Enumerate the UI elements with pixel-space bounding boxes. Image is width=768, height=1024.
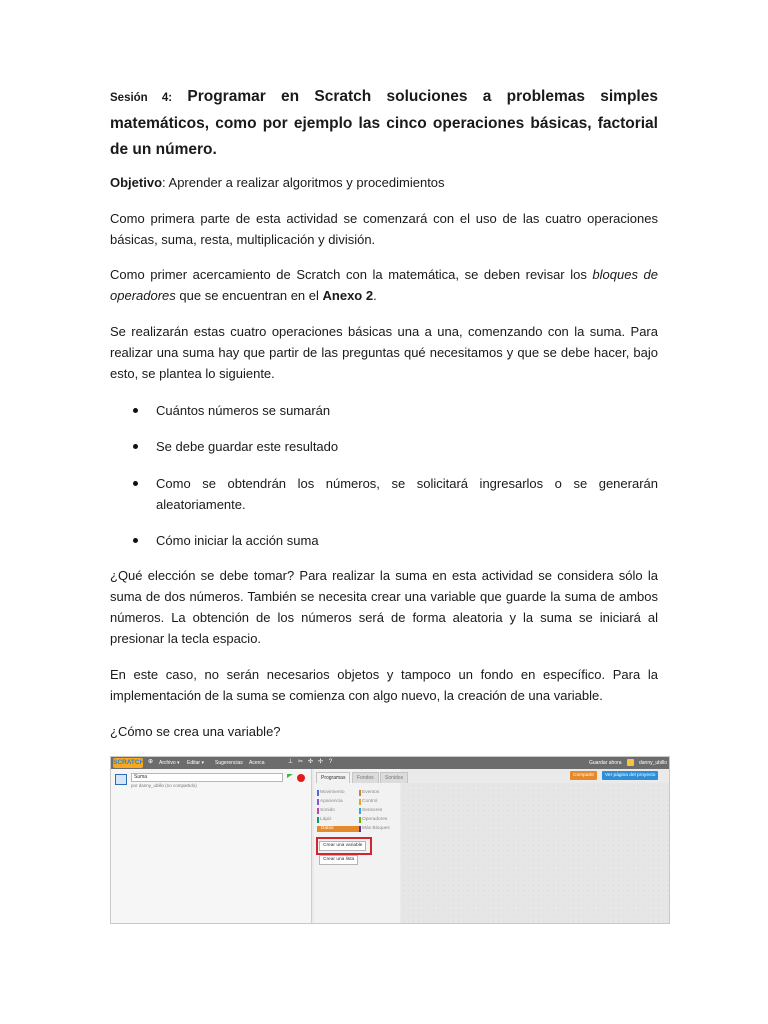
tab-fondos[interactable]: Fondos [352, 772, 379, 783]
operator-blocks-term: bloques de operadores [110, 267, 658, 303]
create-variable-button[interactable]: Crear una variable [319, 841, 366, 851]
paragraph-4: ¿Qué elección se debe tomar? Para realizar la suma en esta actividad se considera sólo la suma de dos números. También se necesita crear una variable que guarde la suma de ambos números. La obtención de los números será de forma aleatoria y la suma se iniciará al presionar la tecla espacio. [110, 568, 658, 646]
folder-icon[interactable] [627, 759, 634, 766]
category-color-swatch [359, 790, 361, 796]
category-color-swatch [317, 799, 319, 805]
annex-reference: Anexo 2 [322, 288, 374, 303]
objective-label: Objetivo [110, 175, 163, 190]
category-color-swatch [359, 799, 361, 805]
category-color-swatch [359, 808, 361, 814]
bullet-icon [133, 538, 138, 543]
objective-line [110, 172, 658, 193]
list-item: Se debe guardar este resultado [136, 436, 658, 457]
scratch-editor-screenshot [110, 756, 670, 924]
category-mas-bloques[interactable]: Más Bloques [359, 826, 390, 832]
paragraph-6: ¿Cómo se crea una variable? [110, 724, 281, 739]
share-button[interactable]: Compartir [570, 771, 597, 780]
menu-acerca[interactable]: Acerca [249, 760, 265, 766]
scissors-icon[interactable]: ✂ [297, 759, 304, 765]
paragraph-3: Se realizarán estas cuatro operaciones básicas una a una, comenzando con la suma. Para realizar una suma hay que partir de las preguntas qué necesitamos y que se debe hacer, bajo esto, se plantea lo siguiente. [110, 324, 658, 381]
shrink-icon[interactable]: ✢ [317, 759, 324, 765]
category-lapiz[interactable]: Lápiz [317, 817, 331, 823]
list-item: Cómo iniciar la acción suma [136, 530, 658, 551]
paragraph-2-part-a: Como primer acercamiento de Scratch con la matemática, se deben revisar los [110, 267, 593, 282]
paragraph-2 [110, 264, 658, 306]
variable-button-highlight [316, 837, 372, 855]
category-color-swatch [317, 790, 319, 796]
paragraph-5: En este caso, no serán necesarios objetos y tampoco un fondo en específico. Para la implementación de la suma se comienza con algo nuevo, la creación de una variable. [110, 667, 658, 703]
scratch-logo: SCRATCH [113, 759, 145, 766]
scripts-area[interactable] [401, 783, 669, 923]
menu-editar[interactable]: Editar ▾ [187, 760, 204, 766]
fullscreen-icon[interactable] [115, 774, 127, 785]
list-item: Como se obtendrán los números, se solicitará ingresarlos o se generarán aleatoriamente. [136, 473, 658, 515]
save-now-link[interactable]: Guardar ahora [589, 760, 622, 766]
session-number: Sesión 4: [110, 92, 173, 104]
create-list-button[interactable]: Crear una lista [319, 855, 358, 865]
project-owner: por danny_ubillo (no compartido) [131, 783, 197, 788]
paragraph-1: Como primera parte de esta actividad se comenzará con el uso de las cuatro operaciones básicas, suma, resta, multiplicación y división. [110, 211, 658, 247]
bullet-icon [133, 444, 138, 449]
category-color-swatch [359, 826, 361, 832]
bullet-icon [133, 408, 138, 413]
project-title-input[interactable]: Suma [131, 773, 283, 782]
paragraph-2-part-c: que se encuentran en el [175, 288, 323, 303]
bullet-icon [133, 481, 138, 486]
globe-icon: ⊕ [147, 759, 154, 765]
category-color-swatch [359, 817, 361, 823]
category-eventos[interactable]: Eventos [359, 790, 379, 796]
category-sonido[interactable]: Sonido [317, 808, 335, 814]
category-sensores[interactable]: Sensores [359, 808, 382, 814]
paragraph-2-part-e: . [373, 288, 377, 303]
category-movimiento[interactable]: Movimiento [317, 790, 345, 796]
tab-sonidos[interactable]: Sonidos [380, 772, 408, 783]
grow-icon[interactable]: ✣ [307, 759, 314, 765]
category-datos[interactable]: Datos [317, 826, 359, 832]
session-title: Programar en Scratch soluciones a problemas simples matemáticos, como por ejemplo las cinco operaciones básicas, factorial de un número. [110, 88, 658, 158]
category-control[interactable]: Control [359, 799, 377, 805]
green-flag-icon[interactable] [287, 774, 293, 778]
stage-panel [111, 769, 312, 923]
menu-sugerencias[interactable]: Sugerencias [215, 760, 243, 766]
category-color-swatch [317, 808, 319, 814]
stop-icon[interactable] [297, 774, 305, 782]
session-heading [110, 84, 658, 163]
help-icon[interactable]: ? [328, 759, 333, 765]
category-apariencia[interactable]: Apariencia [317, 799, 343, 805]
list-item: Cuántos números se sumarán [136, 400, 658, 421]
menu-archivo[interactable]: Archivo ▾ [159, 760, 180, 766]
category-color-swatch [317, 817, 319, 823]
tab-programas[interactable]: Programas [316, 772, 350, 783]
username[interactable]: danny_ubillo [639, 760, 668, 766]
stamp-icon[interactable]: ⊥ [287, 759, 294, 765]
menu-bar [111, 757, 669, 769]
category-operadores[interactable]: Operadores [359, 817, 387, 823]
project-page-button[interactable]: Ver página del proyecto [602, 771, 658, 780]
objective-text: : Aprender a realizar algoritmos y procedimientos [162, 175, 445, 190]
